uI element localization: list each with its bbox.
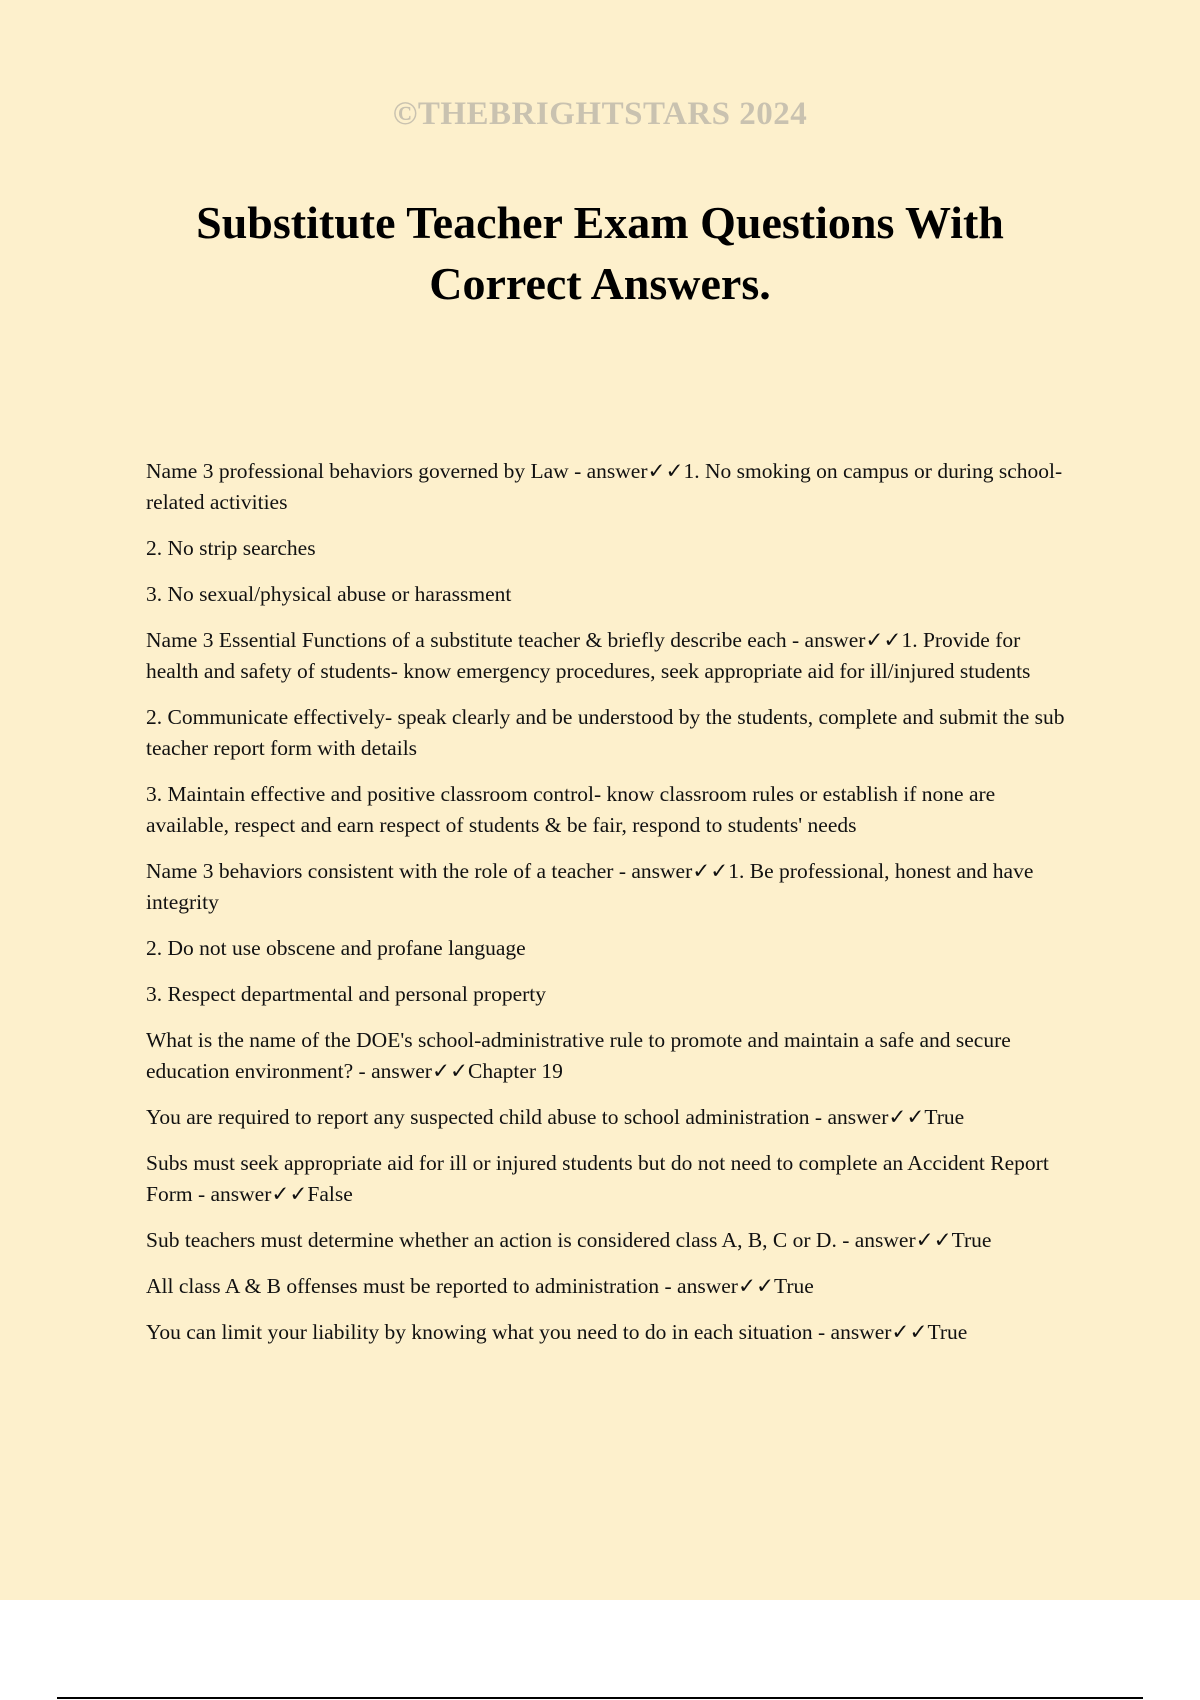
qa-paragraph: All class A & B offenses must be reported to administration - answer✓✓True [146,1274,814,1298]
page-divider [57,1697,1143,1699]
qa-paragraph: 3. Maintain effective and positive classroom control- know classroom rules or establish if none are available, respect and earn respect of students & be fair, respond to students' needs [146,782,996,837]
qa-paragraph: Subs must seek appropriate aid for ill or injured students but do not need to complete an Accident Report Form - answer✓✓False [146,1151,1049,1206]
qa-paragraph: You are required to report any suspected child abuse to school administration - answer✓✓True [146,1105,965,1129]
qa-paragraph: You can limit your liability by knowing what you need to do in each situation - answer✓✓True [146,1320,968,1344]
qa-paragraph: Name 3 professional behaviors governed by Law - answer✓✓1. No smoking on campus or during school-related activities [146,459,1063,514]
page-title [100,192,1100,314]
qa-content [146,456,1076,1363]
qa-paragraph: 3. No sexual/physical abuse or harassment [146,582,512,606]
qa-paragraph: Name 3 behaviors consistent with the role of a teacher - answer✓✓1. Be professional, honest and have integrity [146,859,1034,914]
qa-paragraph: 3. Respect departmental and personal property [146,982,546,1006]
title-line-1: Substitute Teacher Exam Questions With [196,197,1004,248]
qa-paragraph: 2. Do not use obscene and profane language [146,936,526,960]
qa-paragraph: Name 3 Essential Functions of a substitute teacher & briefly describe each - answer✓✓1. Provide for health and safety of students- know emergency procedures, seek appropriate aid for ill/injured students [146,628,1031,683]
qa-paragraph: 2. No strip searches [146,536,316,560]
copyright-watermark: ©THEBRIGHTSTARS 2024 [392,96,808,132]
title-line-2: Correct Answers. [429,258,771,309]
qa-paragraph: What is the name of the DOE's school-administrative rule to promote and maintain a safe and secure education environment? - answer✓✓Chapter 19 [146,1028,1011,1083]
qa-paragraph: 2. Communicate effectively- speak clearly and be understood by the students, complete and submit the sub teacher report form with details [146,705,1065,760]
qa-paragraph: Sub teachers must determine whether an action is considered class A, B, C or D. - answer✓✓True [146,1228,992,1252]
